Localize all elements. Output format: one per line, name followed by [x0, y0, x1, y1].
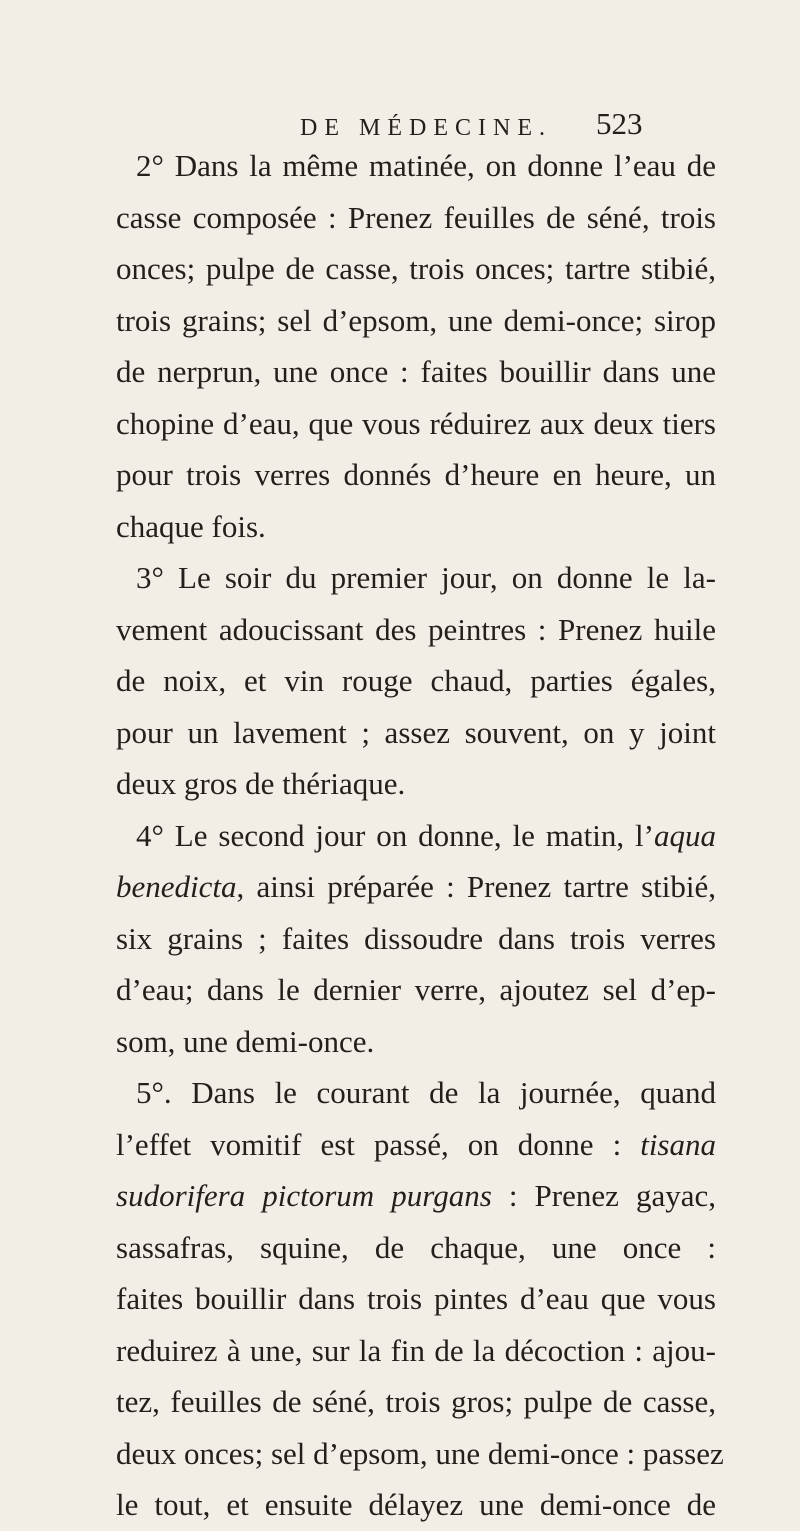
text-line	[116, 1067, 716, 1119]
text-line	[116, 192, 716, 244]
text-segment: vement adoucissant des peintres : Prenez huile	[116, 611, 716, 647]
text-line	[116, 1325, 716, 1377]
text-segment: tez, feuilles de séné, trois gros; pulpe de casse,	[116, 1384, 716, 1419]
text-line	[116, 295, 716, 347]
text-line	[116, 655, 716, 707]
text-segment: pour un lavement ; assez souvent, on y joint	[116, 714, 716, 750]
text-line	[116, 1119, 716, 1171]
text-segment: deux gros de thériaque.	[116, 766, 406, 801]
italic-text: tisana	[640, 1126, 716, 1162]
text-segment: deux onces; sel d’epsom, une demi-once : passez	[116, 1435, 724, 1471]
text-segment: , ainsi préparée : Prenez tartre stibié,	[236, 869, 716, 904]
text-line	[116, 243, 716, 295]
text-segment: 5°. Dans le courant de la journée, quand	[136, 1075, 716, 1110]
text-segment: : Prenez gayac,	[491, 1178, 717, 1213]
text-segment: trois grains; sel d’epsom, une demi-once; sirop	[116, 302, 716, 338]
text-segment: de noix, et vin rouge chaud, parties égales,	[116, 663, 716, 698]
running-title: DE MÉDECINE.	[300, 115, 552, 141]
text-line	[116, 140, 716, 192]
text-segment: de nerprun, une once : faites bouillir dans une	[116, 354, 716, 389]
text-line	[116, 810, 716, 862]
text-segment: sassafras, squine, de chaque, une once :	[116, 1229, 716, 1265]
text-line	[116, 1376, 716, 1428]
text-segment: reduirez à une, sur la fin de la décoction : ajou-	[116, 1332, 716, 1368]
text-line	[116, 861, 716, 913]
text-line	[116, 758, 716, 810]
italic-text: sudorifera pictorum purgans	[116, 1178, 492, 1213]
text-segment: chopine d’eau, que vous réduirez aux deux tiers	[116, 405, 716, 441]
text-segment: 4° Le second jour on donne, le matin, l’	[136, 817, 654, 853]
text-line	[116, 707, 716, 759]
text-line	[116, 1273, 716, 1325]
text-line	[116, 501, 716, 553]
page-number: 523	[596, 106, 643, 141]
text-segment: 3° Le soir du premier jour, on donne le la-	[136, 560, 716, 595]
text-line	[116, 398, 716, 450]
text-segment: onces; pulpe de casse, trois onces; tartre stibié,	[116, 251, 716, 286]
text-segment: le tout, et ensuite délayez une demi-once de	[116, 1487, 716, 1522]
text-segment: 2° Dans la même matinée, on donne l’eau de	[136, 148, 716, 183]
text-line	[116, 1016, 716, 1068]
text-line	[116, 552, 716, 604]
text-segment: casse composée : Prenez feuilles de séné, trois	[116, 199, 716, 235]
italic-text: benedicta	[116, 869, 237, 904]
text-segment: som, une demi-once.	[116, 1023, 375, 1059]
body-text	[116, 140, 724, 1531]
text-segment: d’eau; dans le dernier verre, ajoutez sel d’ep-	[116, 972, 716, 1007]
text-line	[116, 1479, 716, 1531]
text-line	[116, 1222, 716, 1274]
text-line	[116, 964, 716, 1016]
text-segment: pour trois verres donnés d’heure en heure, un	[116, 457, 716, 492]
text-line	[116, 449, 716, 501]
text-line	[116, 913, 716, 965]
text-line	[116, 604, 716, 656]
text-segment: six grains ; faites dissoudre dans trois verres	[116, 920, 716, 956]
text-line	[116, 346, 716, 398]
text-segment: faites bouillir dans trois pintes d’eau que vous	[116, 1281, 716, 1316]
text-segment: l’effet vomitif est passé, on donne :	[116, 1126, 641, 1162]
text-segment: chaque fois.	[116, 508, 266, 544]
text-line	[116, 1428, 724, 1480]
text-line	[116, 1170, 716, 1222]
italic-text: aqua	[654, 817, 716, 853]
